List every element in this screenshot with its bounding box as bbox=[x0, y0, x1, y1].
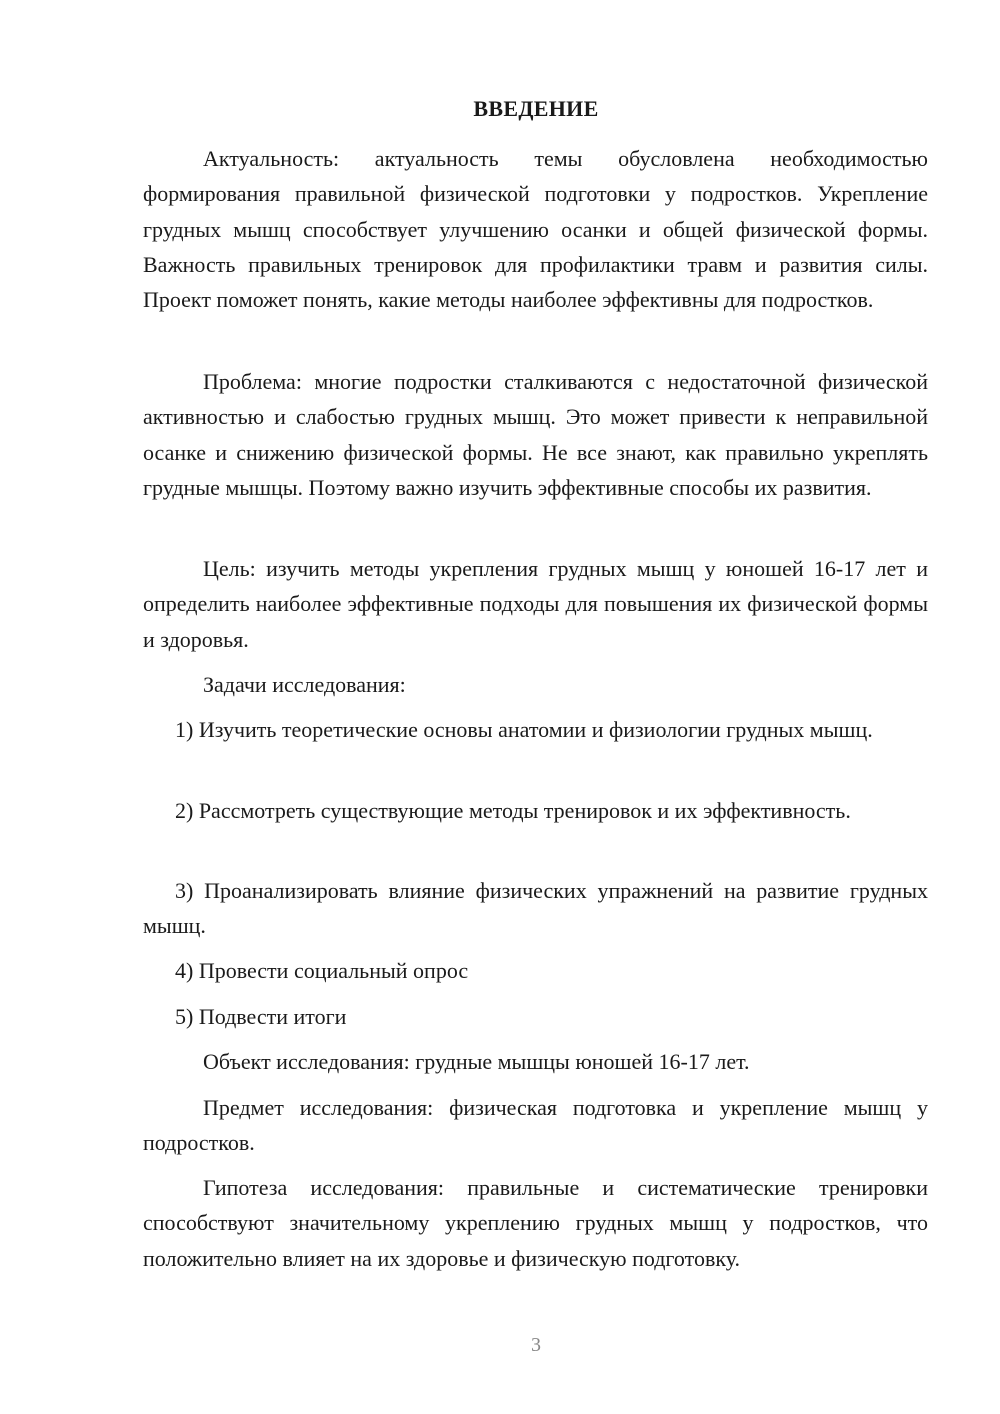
task-item-3: 3) Проанализировать влияние физических упражнений на развитие грудных мышц. bbox=[143, 878, 928, 939]
paragraph-relevance: Актуальность: актуальность темы обусловлена необходимостью формирования правильной физической подготовки у подростков. Укрепление грудных мышц способствует улучшению осанки и общей физической формы. Важность правильных тренировок для профилактики травм и развития силы. Проект поможет понять, какие методы наиболее эффективны для подростков. bbox=[143, 146, 928, 313]
paragraph-object: Объект исследования: грудные мышцы юношей 16-17 лет. bbox=[203, 1049, 750, 1074]
paragraph-goal: Цель: изучить методы укрепления грудных мышц у юношей 16-17 лет и определить наиболее эффективные подходы для повышения их физической формы и здоровья. bbox=[143, 556, 928, 652]
section-title: ВВЕДЕНИЕ bbox=[473, 96, 599, 121]
paragraph-hypothesis: Гипотеза исследования: правильные и систематические тренировки способствуют значительному укреплению грудных мышц у подростков, что положительно влияет на их здоровье и физическую подготовку. bbox=[143, 1175, 928, 1271]
task-item-2: 2) Рассмотреть существующие методы тренировок и их эффективность. bbox=[175, 798, 851, 823]
paragraph-problem: Проблема: многие подростки сталкиваются с недостаточной физической активностью и слабостью грудных мышц. Это может привести к неправильной осанке и снижению физической формы. Не все знают, как правильно укреплять грудные мышцы. Поэтому важно изучить эффективные способы их развития. bbox=[143, 369, 928, 500]
tasks-heading: Задачи исследования: bbox=[203, 672, 406, 697]
task-item-5: 5) Подвести итоги bbox=[175, 1004, 347, 1029]
task-item-4: 4) Провести социальный опрос bbox=[175, 958, 469, 983]
page-number: 3 bbox=[531, 1334, 541, 1356]
task-item-1: 1) Изучить теоретические основы анатомии и физиологии грудных мышц. bbox=[175, 717, 873, 742]
paragraph-subject: Предмет исследования: физическая подготовка и укрепление мышц у подростков. bbox=[143, 1095, 928, 1156]
